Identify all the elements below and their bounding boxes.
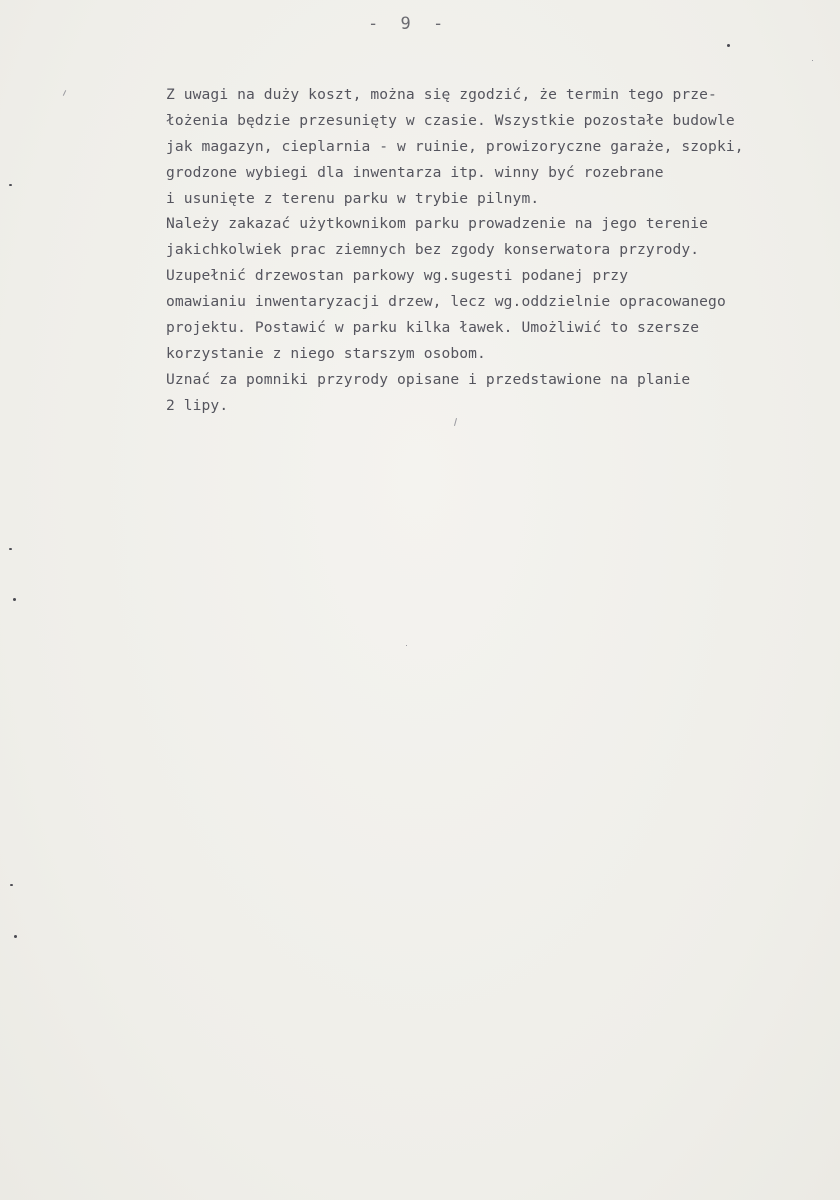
text-line: Z uwagi na duży koszt, można się zgodzić, że termin tego prze- <box>166 86 717 103</box>
paper-speck <box>406 645 407 646</box>
text-line: korzystanie z niego starszym osobom. <box>166 344 486 362</box>
text-line: i usunięte z terenu parku w trybie pilnym. <box>166 189 540 207</box>
scan-dot <box>13 598 16 601</box>
text-line: projektu. Postawić w parku kilka ławek. Umożliwić to szersze <box>166 319 700 337</box>
text-line: Uznać za pomniki przyrody opisane i przedstawione na planie <box>166 370 691 388</box>
scan-dot <box>9 548 12 550</box>
page-number: - 9 - <box>368 14 450 34</box>
text-line: Uzupełnić drzewostan parkowy wg.sugesti podanej przy <box>166 267 629 285</box>
text-line: jakichkolwiek prac ziemnych bez zgody konserwatora przyrody. <box>166 241 700 259</box>
text-line: grodzone wybiegi dla inwentarza itp. winny być rozebrane <box>166 163 664 181</box>
scan-dot <box>727 44 730 47</box>
scan-dot <box>14 935 17 938</box>
text-line: Należy zakazać użytkownikom parku prowadzenie na jego terenie <box>166 215 709 233</box>
paper-speck <box>812 60 813 61</box>
text-line: omawianiu inwentaryzacji drzew, lecz wg.oddzielnie opracowanego <box>166 293 726 311</box>
paper-speck <box>63 90 66 96</box>
scan-dot <box>9 184 12 186</box>
scan-dot <box>10 884 13 886</box>
text-line: łożenia będzie przesunięty w czasie. Wszystkie pozostałe budowle <box>166 111 735 129</box>
text-line: 2 lipy. <box>166 396 229 414</box>
body-text <box>166 82 826 419</box>
paper-speck <box>454 418 457 426</box>
text-line: jak magazyn, cieplarnia - w ruinie, prowizoryczne garaże, szopki, <box>166 137 744 155</box>
